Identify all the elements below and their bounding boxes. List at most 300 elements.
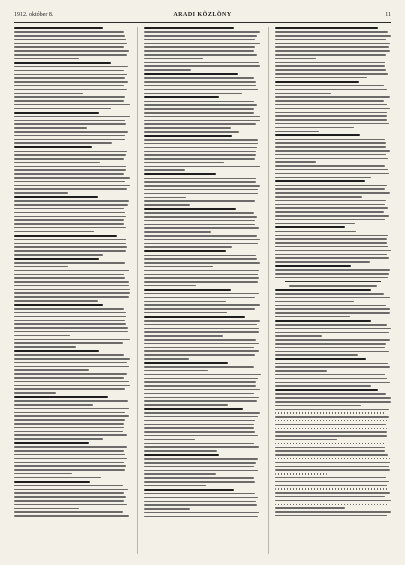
text-line bbox=[275, 454, 388, 456]
text-line bbox=[275, 289, 371, 291]
text-line bbox=[289, 285, 377, 287]
text-line bbox=[14, 354, 124, 356]
text-line bbox=[144, 216, 257, 218]
text-line bbox=[14, 366, 129, 368]
text-line bbox=[144, 135, 232, 137]
text-line bbox=[144, 424, 254, 426]
text-line bbox=[14, 412, 125, 414]
text-line bbox=[275, 397, 391, 399]
text-line bbox=[14, 515, 129, 517]
text-line bbox=[275, 431, 388, 433]
text-line bbox=[144, 208, 236, 210]
text-line bbox=[144, 104, 257, 106]
text-line bbox=[275, 119, 388, 121]
text-line bbox=[275, 207, 388, 209]
newspaper-title: ARADI KÖZLÖNY bbox=[173, 12, 232, 18]
text-line bbox=[14, 508, 79, 510]
text-line bbox=[144, 501, 255, 503]
text-line bbox=[275, 382, 390, 384]
text-line bbox=[275, 504, 389, 506]
text-line bbox=[14, 496, 126, 498]
text-line bbox=[14, 300, 98, 302]
text-line bbox=[14, 477, 101, 479]
text-line bbox=[144, 262, 259, 264]
text-line bbox=[144, 147, 257, 149]
text-line bbox=[275, 273, 389, 275]
text-line bbox=[144, 435, 257, 437]
text-line bbox=[275, 100, 385, 102]
text-line bbox=[144, 462, 256, 464]
text-line bbox=[14, 369, 89, 371]
text-line bbox=[144, 62, 259, 64]
text-line bbox=[14, 154, 126, 156]
text-line bbox=[14, 396, 108, 398]
text-line bbox=[14, 46, 124, 48]
text-line bbox=[144, 489, 234, 491]
text-line bbox=[144, 412, 260, 414]
text-line bbox=[14, 246, 127, 248]
text-line bbox=[144, 89, 258, 91]
text-line bbox=[144, 77, 254, 79]
text-line bbox=[275, 277, 388, 279]
text-line bbox=[275, 328, 391, 330]
text-line bbox=[14, 135, 125, 137]
text-line bbox=[144, 143, 257, 145]
text-line bbox=[275, 428, 387, 430]
text-line bbox=[14, 131, 128, 133]
text-line bbox=[275, 139, 385, 141]
text-line bbox=[144, 46, 255, 48]
text-line bbox=[144, 408, 243, 410]
text-line bbox=[275, 462, 390, 464]
text-line bbox=[14, 66, 128, 68]
text-line bbox=[275, 485, 388, 487]
text-line bbox=[275, 320, 371, 322]
text-line bbox=[14, 270, 129, 272]
text-columns bbox=[14, 27, 391, 554]
text-line bbox=[144, 362, 228, 364]
text-line bbox=[144, 289, 231, 291]
text-line bbox=[14, 462, 124, 464]
text-line bbox=[275, 265, 351, 267]
text-line bbox=[144, 58, 202, 60]
text-line bbox=[14, 112, 99, 114]
text-line bbox=[144, 473, 216, 475]
text-line bbox=[14, 239, 126, 241]
text-line bbox=[144, 54, 256, 56]
text-line bbox=[14, 235, 117, 237]
text-line bbox=[275, 150, 391, 152]
text-line bbox=[144, 285, 196, 287]
text-line bbox=[14, 120, 125, 122]
text-line bbox=[144, 504, 257, 506]
text-line bbox=[14, 123, 126, 125]
text-line bbox=[144, 231, 210, 233]
text-line bbox=[275, 293, 385, 295]
text-line bbox=[275, 108, 390, 110]
text-line bbox=[14, 146, 92, 148]
column-right bbox=[268, 27, 391, 554]
text-line bbox=[14, 108, 111, 110]
text-line bbox=[14, 77, 125, 79]
text-line bbox=[14, 489, 128, 491]
text-line bbox=[14, 485, 123, 487]
text-line bbox=[144, 450, 217, 452]
text-line bbox=[275, 104, 388, 106]
text-line bbox=[14, 469, 125, 471]
text-line bbox=[275, 89, 387, 91]
issue-date: 1912. október 8. bbox=[14, 12, 54, 18]
text-line bbox=[144, 85, 255, 87]
text-line bbox=[14, 415, 129, 417]
text-line bbox=[144, 50, 254, 52]
text-line bbox=[144, 246, 232, 248]
text-line bbox=[144, 301, 226, 303]
text-line bbox=[144, 243, 258, 245]
text-line bbox=[275, 231, 356, 233]
text-line bbox=[275, 385, 371, 387]
text-line bbox=[275, 363, 388, 365]
text-line bbox=[14, 200, 129, 202]
text-line bbox=[144, 324, 256, 326]
text-line bbox=[144, 173, 215, 175]
text-line bbox=[144, 335, 223, 337]
text-line bbox=[144, 73, 238, 75]
text-line bbox=[14, 442, 89, 444]
text-line bbox=[144, 277, 258, 279]
text-line bbox=[275, 339, 391, 341]
text-line bbox=[14, 192, 68, 194]
text-line bbox=[144, 31, 260, 33]
text-line bbox=[14, 166, 126, 168]
text-line bbox=[14, 285, 129, 287]
text-line bbox=[14, 373, 127, 375]
text-line bbox=[275, 378, 388, 380]
text-line bbox=[144, 304, 260, 306]
text-line bbox=[144, 343, 258, 345]
text-line bbox=[14, 342, 123, 344]
text-line bbox=[14, 323, 126, 325]
text-line bbox=[14, 212, 125, 214]
text-line bbox=[275, 73, 388, 75]
text-line bbox=[144, 427, 254, 429]
text-line bbox=[144, 347, 254, 349]
text-line bbox=[275, 351, 389, 353]
text-line bbox=[275, 297, 390, 299]
text-line bbox=[144, 312, 226, 314]
text-line bbox=[14, 454, 125, 456]
text-line bbox=[275, 515, 387, 517]
text-line bbox=[275, 316, 350, 318]
text-line bbox=[275, 401, 391, 403]
text-line bbox=[14, 139, 125, 141]
text-line bbox=[144, 112, 254, 114]
text-line bbox=[14, 500, 124, 502]
text-line bbox=[14, 335, 70, 337]
text-line bbox=[275, 123, 390, 125]
text-line bbox=[275, 219, 386, 221]
text-line bbox=[144, 358, 188, 360]
text-line bbox=[14, 350, 99, 352]
text-line bbox=[144, 169, 185, 171]
text-line bbox=[144, 374, 260, 376]
text-line bbox=[14, 377, 124, 379]
text-line bbox=[14, 504, 127, 506]
text-line bbox=[14, 446, 127, 448]
text-line bbox=[14, 408, 129, 410]
text-line bbox=[14, 188, 127, 190]
text-line bbox=[144, 397, 258, 399]
text-line bbox=[275, 35, 391, 37]
text-line bbox=[14, 392, 56, 394]
text-line bbox=[14, 404, 93, 406]
text-line bbox=[144, 508, 190, 510]
text-line bbox=[14, 400, 128, 402]
text-line bbox=[14, 204, 128, 206]
text-line bbox=[275, 335, 323, 337]
text-line bbox=[14, 331, 128, 333]
text-line bbox=[144, 320, 260, 322]
text-line bbox=[14, 158, 124, 160]
text-line bbox=[144, 227, 259, 229]
text-line bbox=[275, 412, 386, 414]
text-line bbox=[275, 169, 389, 171]
text-line bbox=[14, 54, 127, 56]
text-line bbox=[14, 96, 125, 98]
text-line bbox=[275, 127, 354, 129]
text-line bbox=[275, 324, 387, 326]
text-line bbox=[275, 424, 386, 426]
text-line bbox=[144, 270, 259, 272]
text-line bbox=[144, 154, 255, 156]
text-line bbox=[275, 481, 390, 483]
text-line bbox=[144, 151, 256, 153]
text-line bbox=[14, 481, 90, 483]
text-line bbox=[14, 423, 124, 425]
text-line bbox=[144, 197, 185, 199]
text-line bbox=[275, 165, 385, 167]
text-line bbox=[275, 416, 389, 418]
text-line bbox=[144, 328, 259, 330]
text-line bbox=[14, 289, 130, 291]
text-line bbox=[144, 497, 258, 499]
text-line bbox=[14, 511, 123, 513]
text-line bbox=[275, 62, 385, 64]
text-line bbox=[14, 93, 83, 95]
text-line bbox=[144, 293, 259, 295]
text-line bbox=[144, 331, 259, 333]
text-line bbox=[14, 74, 127, 76]
text-line bbox=[144, 481, 254, 483]
text-line bbox=[14, 223, 124, 225]
text-line bbox=[144, 69, 191, 71]
text-line bbox=[144, 470, 258, 472]
text-line bbox=[14, 292, 130, 294]
text-line bbox=[14, 243, 126, 245]
text-line bbox=[14, 100, 124, 102]
text-line bbox=[275, 393, 387, 395]
text-line bbox=[14, 50, 129, 52]
text-line bbox=[14, 316, 126, 318]
text-line bbox=[275, 473, 327, 475]
text-line bbox=[144, 420, 255, 422]
text-line bbox=[14, 419, 125, 421]
text-line bbox=[14, 385, 130, 387]
text-line bbox=[14, 43, 127, 45]
text-line bbox=[144, 127, 230, 129]
text-line bbox=[14, 434, 127, 436]
text-line bbox=[144, 235, 257, 237]
text-line bbox=[144, 120, 260, 122]
text-line bbox=[144, 258, 257, 260]
text-line bbox=[275, 185, 387, 187]
text-line bbox=[275, 115, 388, 117]
column-left bbox=[14, 27, 130, 554]
text-line bbox=[144, 43, 260, 45]
text-line bbox=[275, 354, 359, 356]
text-line bbox=[275, 69, 386, 71]
text-line bbox=[144, 339, 255, 341]
text-line bbox=[275, 488, 388, 490]
text-line bbox=[14, 258, 99, 260]
text-line bbox=[14, 450, 124, 452]
text-line bbox=[275, 242, 388, 244]
text-line bbox=[275, 196, 362, 198]
text-line bbox=[14, 116, 130, 118]
text-line bbox=[275, 43, 391, 45]
text-line bbox=[14, 250, 126, 252]
text-line bbox=[275, 447, 385, 449]
text-line bbox=[14, 177, 130, 179]
text-line bbox=[144, 274, 258, 276]
text-line bbox=[275, 238, 388, 240]
text-line bbox=[14, 320, 125, 322]
text-line bbox=[275, 27, 378, 29]
text-line bbox=[275, 347, 386, 349]
text-line bbox=[14, 277, 125, 279]
text-line bbox=[144, 370, 207, 372]
text-line bbox=[144, 239, 260, 241]
text-line bbox=[275, 496, 385, 498]
text-line bbox=[14, 142, 112, 144]
text-line bbox=[275, 215, 390, 217]
text-line bbox=[275, 257, 389, 259]
text-line bbox=[144, 166, 260, 168]
text-line bbox=[14, 262, 125, 264]
text-line bbox=[275, 261, 370, 263]
text-line bbox=[275, 54, 386, 56]
text-line bbox=[14, 465, 126, 467]
text-line bbox=[14, 281, 129, 283]
text-line bbox=[275, 85, 384, 87]
text-line bbox=[144, 512, 258, 514]
text-line bbox=[275, 211, 384, 213]
text-line bbox=[144, 350, 259, 352]
text-line bbox=[144, 431, 255, 433]
text-line bbox=[144, 266, 213, 268]
text-line bbox=[14, 208, 124, 210]
text-line bbox=[144, 308, 254, 310]
text-line bbox=[275, 200, 386, 202]
text-line bbox=[144, 189, 258, 191]
text-line bbox=[275, 374, 385, 376]
text-line bbox=[275, 188, 385, 190]
text-line bbox=[275, 370, 327, 372]
text-line bbox=[144, 39, 254, 41]
text-line bbox=[275, 511, 391, 513]
text-line bbox=[14, 304, 103, 306]
text-line bbox=[275, 223, 355, 225]
text-line bbox=[14, 169, 126, 171]
text-line bbox=[144, 389, 260, 391]
text-line bbox=[144, 101, 254, 103]
text-line bbox=[144, 255, 256, 257]
text-line bbox=[275, 420, 390, 422]
column-middle bbox=[137, 27, 260, 554]
text-line bbox=[275, 366, 391, 368]
text-line bbox=[275, 305, 386, 307]
text-line bbox=[144, 466, 254, 468]
text-line bbox=[275, 192, 391, 194]
text-line bbox=[14, 58, 79, 60]
text-line bbox=[275, 469, 391, 471]
text-line bbox=[275, 254, 388, 256]
text-line bbox=[14, 427, 124, 429]
text-line bbox=[275, 65, 385, 67]
text-line bbox=[144, 224, 254, 226]
text-line bbox=[144, 212, 254, 214]
text-line bbox=[14, 458, 127, 460]
text-line bbox=[14, 181, 125, 183]
text-line bbox=[275, 343, 386, 345]
text-line bbox=[144, 477, 254, 479]
text-line bbox=[144, 200, 255, 202]
text-line bbox=[14, 381, 129, 383]
text-line bbox=[275, 112, 387, 114]
text-line bbox=[275, 332, 390, 334]
text-line bbox=[275, 180, 366, 182]
text-line bbox=[14, 70, 124, 72]
text-line bbox=[275, 235, 388, 237]
text-line bbox=[275, 161, 316, 163]
text-line bbox=[144, 354, 254, 356]
text-line bbox=[144, 35, 257, 37]
text-line bbox=[144, 158, 255, 160]
text-line bbox=[275, 81, 360, 83]
text-line bbox=[275, 389, 378, 391]
text-line bbox=[275, 142, 386, 144]
text-line bbox=[144, 416, 258, 418]
text-line bbox=[275, 301, 355, 303]
text-line bbox=[14, 104, 130, 106]
text-line bbox=[14, 39, 126, 41]
text-line bbox=[275, 477, 386, 479]
text-line bbox=[144, 516, 258, 518]
text-line bbox=[14, 346, 76, 348]
text-line bbox=[275, 466, 389, 468]
text-line bbox=[14, 327, 128, 329]
separator-rule bbox=[285, 281, 381, 282]
text-line bbox=[14, 127, 87, 129]
text-line bbox=[144, 204, 190, 206]
text-line bbox=[275, 204, 386, 206]
text-line bbox=[144, 281, 258, 283]
text-line bbox=[275, 96, 390, 98]
text-line bbox=[144, 485, 205, 487]
text-line bbox=[14, 231, 94, 233]
text-line bbox=[14, 431, 123, 433]
text-line bbox=[275, 308, 390, 310]
